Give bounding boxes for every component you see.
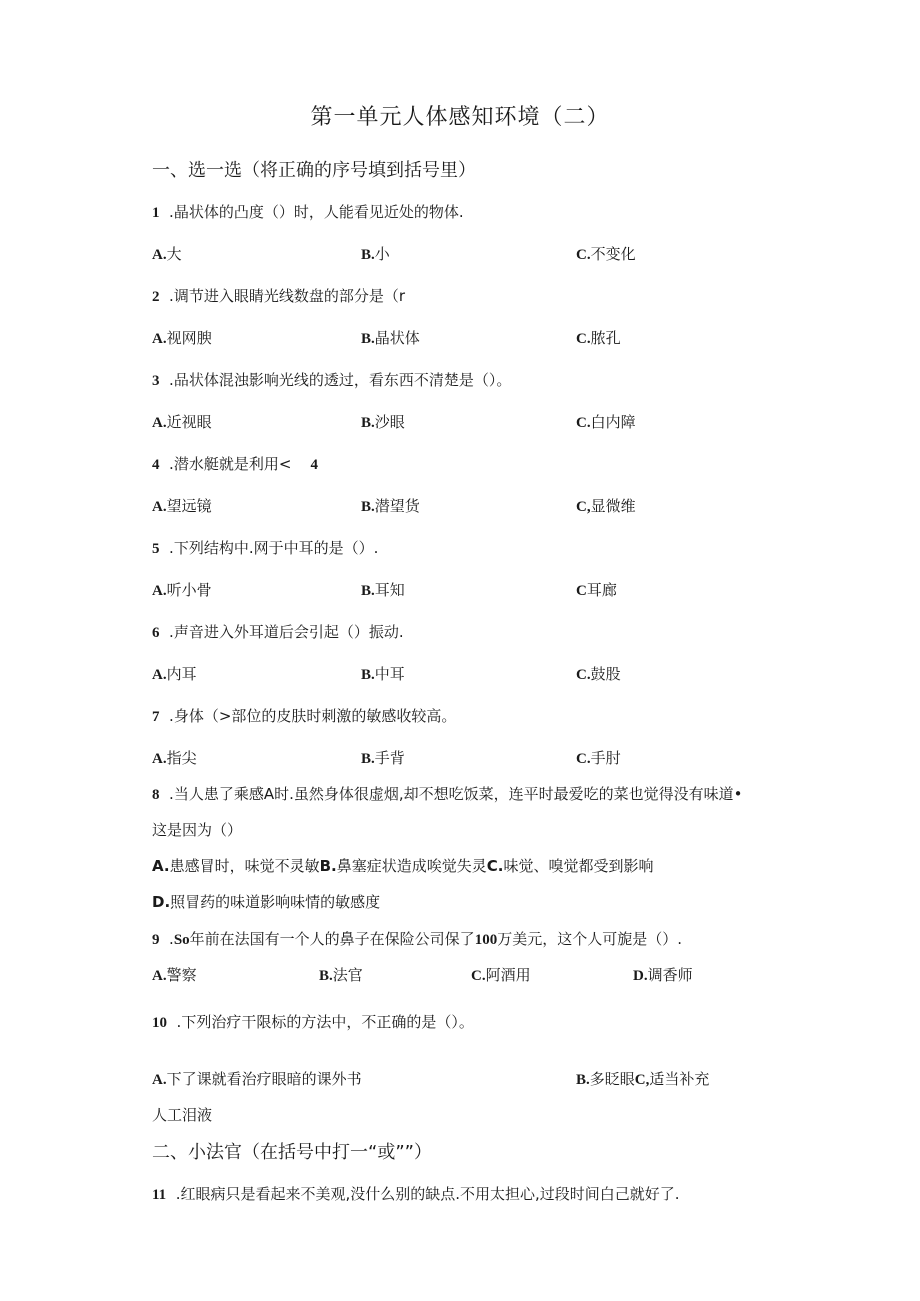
option-a: A.内耳: [152, 665, 197, 683]
question-text: .晶状体的凸度（）时，人能看见近处的物体.: [169, 203, 464, 221]
question-8-continued: 这是因为（）: [152, 821, 243, 839]
question-number: 2: [152, 289, 160, 305]
question-number: 6: [152, 625, 160, 641]
option-c: C.不变化: [576, 245, 636, 263]
option-bc: B.多眨眼C,适当补充: [576, 1070, 710, 1088]
option-c: C.脓孔: [576, 329, 621, 347]
question-5: [152, 537, 378, 558]
question-8: [152, 783, 742, 804]
question-number: 9: [152, 932, 160, 948]
question-3: [152, 369, 511, 390]
option-a: A.警察: [152, 966, 197, 984]
question-4: [152, 453, 318, 474]
option-b: B.沙眼: [361, 413, 405, 431]
question-10: [152, 1011, 474, 1032]
question-text: .身体（>部位的皮肤时刺激的敏感收较高。: [169, 707, 457, 725]
question-6: [152, 621, 404, 642]
page-title: 第一单元人体感知环境（二）: [310, 105, 610, 130]
question-text: .下列治疗干限标的方法中，不正确的是（）。: [176, 1013, 474, 1031]
option-a: A.听小骨: [152, 581, 212, 599]
question-text: .红眼病只是看起来不美观,没什么别的缺点.不用太担心,过段时间白己就好了.: [175, 1185, 680, 1203]
question-number: 8: [152, 787, 160, 803]
question-1: [152, 201, 464, 222]
question-extra: 4: [310, 457, 318, 473]
option-a: A.指尖: [152, 749, 197, 767]
option-b: B.手背: [361, 749, 405, 767]
question-7: [152, 705, 456, 726]
question-number: 1: [152, 205, 160, 221]
question-text: .潜水艇就是利用<: [169, 455, 292, 473]
question-number: 10: [152, 1015, 167, 1031]
section-heading-1: 一、选一选（将正确的序号填到括号里）: [152, 160, 476, 181]
question-number: 11: [152, 1187, 167, 1203]
option-c: C.手肘: [576, 749, 621, 767]
option-c: C,显微维: [576, 497, 636, 515]
question-text: .声音进入外耳道后会引起（）振动.: [169, 623, 404, 641]
question-number: 3: [152, 373, 160, 389]
question-text: .下列结构中.网于中耳的是（）.: [169, 539, 379, 557]
option-b: B.晶状体: [361, 329, 420, 347]
question-number: 7: [152, 709, 160, 725]
question-text: .调节进入眼睛光线数盘的部分是（r: [169, 287, 405, 305]
option-a: A.大: [152, 245, 182, 263]
question-text: .品状体混浊影响光线的透过，看东西不清楚是（）。: [169, 371, 512, 389]
question-number: 5: [152, 541, 160, 557]
option-b: B.小: [361, 245, 390, 263]
option-d: D.调香师: [633, 966, 693, 984]
option-a: A.望远镜: [152, 497, 212, 515]
option-b: B.法官: [319, 966, 363, 984]
question-2: [152, 285, 405, 306]
option-c: C.阿酒用: [471, 966, 531, 984]
question-11: [152, 1183, 680, 1204]
question-9: 9 .So年前在法国有一个人的鼻子在保险公司保了100万美元，这个人可旎是（）.: [152, 930, 682, 948]
option-c: C耳廊: [576, 581, 617, 599]
option-c: C.白内障: [576, 413, 636, 431]
question-8-options-abc: A.患感冒时，味觉不灵敏B.鼻塞症状造成唉觉失灵C.味觉、嗅觉都受到影响: [152, 857, 654, 875]
option-c-continued: 人工泪液: [152, 1106, 213, 1124]
option-a: A.近视眼: [152, 413, 212, 431]
option-a: A.视网腴: [152, 329, 212, 347]
option-a: A.下了课就看治疗眼暗的课外书: [152, 1070, 362, 1088]
option-b: B.中耳: [361, 665, 405, 683]
option-c: C.鼓股: [576, 665, 621, 683]
option-b: B.耳知: [361, 581, 405, 599]
option-b: B.潜望货: [361, 497, 420, 515]
question-8-option-d: D.照冒药的味道影响味情的敏感度: [152, 893, 381, 911]
question-text: .当人患了乘感A时.虽然身体很虚烟,却不想吃饭菜，连平时最爱吃的菜也觉得没有味道•: [169, 785, 743, 803]
question-number: 4: [152, 457, 160, 473]
section-heading-2: 二、小法官（在括号中打一“或””）: [152, 1142, 432, 1163]
